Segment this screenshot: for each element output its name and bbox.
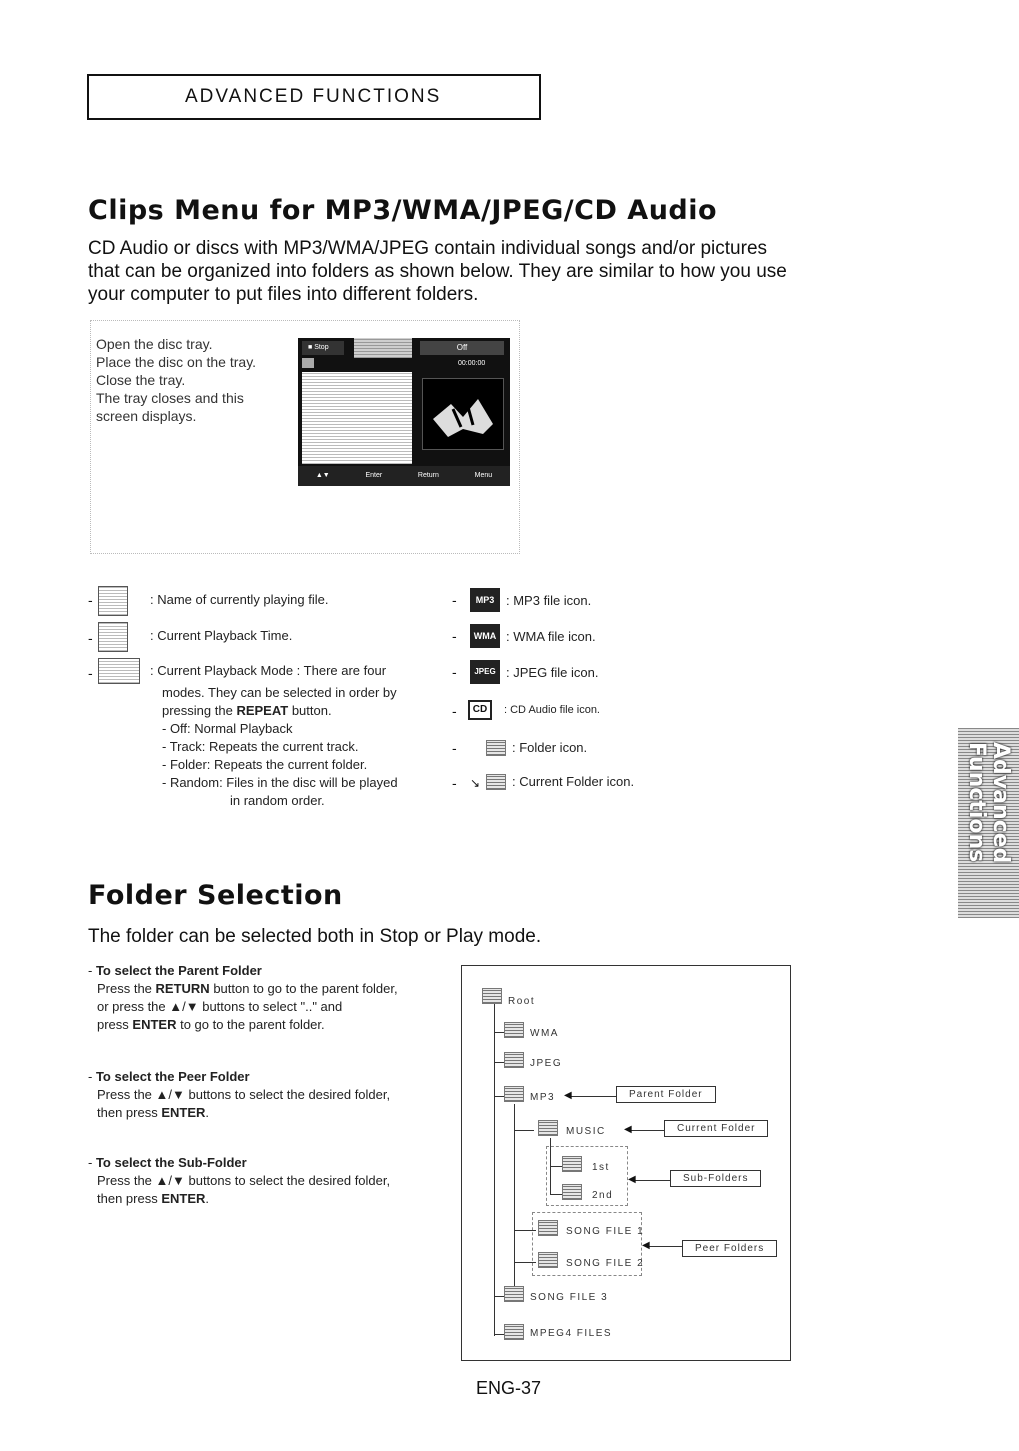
stop-indicator: ■ Stop bbox=[302, 341, 344, 355]
folder-tree-diagram bbox=[461, 965, 791, 1361]
bullet-dash: - bbox=[452, 775, 457, 791]
peer-heading: To select the Peer Folder bbox=[95, 1069, 250, 1084]
callout-arrowhead-icon: ◀ bbox=[642, 1240, 650, 1251]
instr-text: Press the bbox=[97, 981, 156, 996]
filename-area bbox=[354, 338, 412, 358]
legend-wma: : WMA file icon. bbox=[506, 629, 596, 644]
detail-line: modes. They can be selected in order by bbox=[162, 685, 397, 700]
sub-heading: To select the Sub-Folder bbox=[95, 1155, 247, 1170]
tree-line bbox=[514, 1104, 515, 1296]
filename-icon bbox=[98, 586, 128, 616]
playback-mode-box bbox=[420, 341, 504, 355]
callout-arrowhead-icon: ◀ bbox=[628, 1174, 636, 1185]
preview-image-icon bbox=[423, 379, 503, 449]
bullet-dash: - bbox=[452, 740, 457, 756]
playback-time: 00:00:00 bbox=[458, 360, 486, 367]
jpeg-file-icon: JPEG bbox=[470, 660, 500, 684]
section-header-title: ADVANCED FUNCTIONS bbox=[185, 86, 442, 107]
instr-text: then press bbox=[97, 1105, 162, 1120]
screen-bottom-bar bbox=[298, 466, 510, 486]
callout-arrowhead-icon: ◀ bbox=[564, 1090, 572, 1101]
instr-line bbox=[88, 980, 448, 998]
enter-keyword: ENTER bbox=[161, 1105, 206, 1120]
callout-arrow-line bbox=[630, 1130, 664, 1131]
bullet-dash: - bbox=[88, 592, 93, 608]
mode-line: - Track: Repeats the current track. bbox=[162, 739, 359, 754]
instr-heading: - To select the Sub-Folder bbox=[88, 1155, 247, 1170]
tree-line bbox=[550, 1194, 562, 1195]
instr-line: Press the ▲/▼ buttons to select the desired folder, bbox=[97, 1087, 391, 1102]
side-tab bbox=[958, 728, 1019, 918]
peer-folder-instructions bbox=[88, 1068, 448, 1122]
jpeg-preview bbox=[422, 378, 504, 450]
wma-file-icon: WMA bbox=[470, 624, 500, 648]
legend-jpeg: : JPEG file icon. bbox=[506, 665, 599, 680]
second-folder-icon bbox=[562, 1184, 582, 1200]
tree-line bbox=[514, 1262, 536, 1263]
repeat-keyword: REPEAT bbox=[236, 703, 289, 718]
callout-arrow-line bbox=[634, 1180, 670, 1181]
screen-note-line: screen displays. bbox=[96, 408, 197, 424]
first-folder-icon bbox=[562, 1156, 582, 1172]
screen-note-line: The tray closes and this bbox=[96, 390, 244, 406]
tree-wma: WMA bbox=[530, 1028, 559, 1039]
tree-song2: SONG FILE 2 bbox=[566, 1258, 645, 1269]
tree-song3: SONG FILE 3 bbox=[530, 1292, 609, 1303]
callout-current-folder: Current Folder bbox=[664, 1120, 768, 1137]
return-keyword: RETURN bbox=[155, 981, 210, 996]
callout-arrow-line bbox=[648, 1246, 682, 1247]
return-hint: Return bbox=[417, 472, 439, 479]
detail-text: button. bbox=[288, 703, 332, 718]
folder-selection-subtitle: The folder can be selected both in Stop or Play mode. bbox=[88, 926, 542, 947]
tree-song1: SONG FILE 1 bbox=[566, 1226, 645, 1237]
callout-peer-folders: Peer Folders bbox=[682, 1240, 777, 1257]
legend-playback-mode: : Current Playback Mode : There are four bbox=[150, 663, 387, 678]
mp3-file-icon: MP3 bbox=[470, 588, 500, 612]
bullet-dash: - bbox=[88, 665, 93, 681]
mp3-folder-icon bbox=[504, 1086, 524, 1102]
instr-text: . bbox=[205, 1105, 210, 1120]
sub-folder-instructions bbox=[88, 1154, 448, 1208]
instr-line: or press the ▲/▼ buttons to select ".." and bbox=[97, 999, 343, 1014]
tree-mp3: MP3 bbox=[530, 1092, 556, 1103]
jpeg-folder-icon bbox=[504, 1052, 524, 1068]
playback-mode-label: Off bbox=[456, 343, 468, 352]
legend-current-folder: : Current Folder icon. bbox=[512, 774, 635, 789]
stop-label: Stop bbox=[314, 344, 329, 351]
bullet-dash: - bbox=[452, 703, 457, 719]
mode-line: - Folder: Repeats the current folder. bbox=[162, 757, 368, 772]
section-header-box bbox=[87, 74, 541, 120]
song-file-1-icon bbox=[538, 1220, 558, 1236]
legend-cd-audio: : CD Audio file icon. bbox=[504, 704, 600, 716]
current-folder-icon bbox=[486, 774, 506, 790]
bullet-dash: - bbox=[452, 664, 457, 680]
legend-playback-mode-detail bbox=[162, 684, 398, 810]
legend-mp3: : MP3 file icon. bbox=[506, 593, 592, 608]
parent-folder-instructions bbox=[88, 962, 448, 1034]
music-current-folder-icon bbox=[538, 1120, 558, 1136]
screen-note-line: Close the tray. bbox=[96, 372, 186, 388]
tree-line bbox=[550, 1166, 562, 1167]
clips-menu-title: Clips Menu for MP3/WMA/JPEG/CD Audio bbox=[88, 195, 718, 226]
tree-line bbox=[494, 1096, 504, 1097]
subfolders-dashed-box bbox=[546, 1146, 628, 1206]
instr-text: button to go to the parent folder, bbox=[209, 981, 398, 996]
callout-arrow-line bbox=[570, 1096, 616, 1097]
tree-line bbox=[514, 1130, 534, 1131]
screen-note-line: Place the disc on the tray. bbox=[96, 354, 257, 370]
callout-parent-folder: Parent Folder bbox=[616, 1086, 716, 1103]
instr-text: to go to the parent folder. bbox=[176, 1017, 325, 1032]
detail-text: pressing the bbox=[162, 703, 237, 718]
legend-filename: : Name of currently playing file. bbox=[150, 592, 329, 607]
folder-selection-title: Folder Selection bbox=[88, 880, 343, 911]
instr-line: Press the ▲/▼ buttons to select the desired folder, bbox=[97, 1173, 391, 1188]
clips-menu-intro: CD Audio or discs with MP3/WMA/JPEG contain individual songs and/or pictures that can be organized into folders as shown below. They are similar to how you use your computer to put files into different folders. bbox=[88, 238, 787, 305]
tree-mpeg4: MPEG4 FILES bbox=[530, 1328, 613, 1339]
tree-line bbox=[494, 1334, 504, 1335]
current-folder-arrow-icon: ↘ bbox=[470, 776, 481, 790]
parent-heading: To select the Parent Folder bbox=[95, 963, 262, 978]
callout-arrowhead-icon: ◀ bbox=[624, 1124, 632, 1135]
mode-line: in random order. bbox=[230, 793, 325, 808]
mode-line: - Random: Files in the disc will be played bbox=[162, 775, 398, 790]
instr-line bbox=[88, 1190, 448, 1208]
playback-time-icon bbox=[98, 622, 128, 652]
instr-line bbox=[88, 1104, 448, 1122]
bullet-dash: - bbox=[88, 630, 93, 646]
enter-hint: Enter bbox=[365, 472, 383, 479]
side-tab-text bbox=[958, 728, 1019, 918]
tree-line bbox=[494, 1062, 504, 1063]
side-tab-line2: Functions bbox=[964, 742, 990, 863]
tree-jpeg: JPEG bbox=[530, 1058, 563, 1069]
enter-keyword: ENTER bbox=[161, 1191, 206, 1206]
enter-keyword: ENTER bbox=[132, 1017, 177, 1032]
tree-music: MUSIC bbox=[566, 1126, 606, 1137]
song-file-3-icon bbox=[504, 1286, 524, 1302]
folder-icon bbox=[486, 740, 506, 756]
instr-heading: - To select the Parent Folder bbox=[88, 963, 262, 978]
file-list-area bbox=[302, 372, 412, 464]
screen-note bbox=[96, 335, 256, 425]
callout-sub-folders: Sub-Folders bbox=[670, 1170, 761, 1187]
bullet-dash: - bbox=[452, 592, 457, 608]
mode-line: - Off: Normal Playback bbox=[162, 721, 293, 736]
tree-second: 2nd bbox=[592, 1190, 614, 1201]
detail-line bbox=[162, 702, 398, 720]
playback-mode-icon bbox=[98, 658, 140, 684]
cd-audio-file-icon: CD bbox=[468, 700, 492, 720]
legend-playback-time: : Current Playback Time. bbox=[150, 628, 293, 643]
legend-folder: : Folder icon. bbox=[512, 740, 588, 755]
tree-line bbox=[514, 1230, 536, 1231]
screen-note-line: Open the disc tray. bbox=[96, 336, 213, 352]
tree-root: Root bbox=[508, 996, 536, 1007]
tv-screen bbox=[298, 338, 510, 486]
page-number: ENG-37 bbox=[476, 1378, 542, 1398]
instr-text: press bbox=[97, 1017, 133, 1032]
instr-line bbox=[88, 1016, 448, 1034]
tree-line bbox=[494, 1032, 504, 1033]
file-icon bbox=[302, 358, 314, 368]
instr-text: then press bbox=[97, 1191, 162, 1206]
nav-arrows-icon: ▲▼ bbox=[315, 472, 330, 479]
song-file-2-icon bbox=[538, 1252, 558, 1268]
instr-text: . bbox=[205, 1191, 210, 1206]
root-folder-icon bbox=[482, 988, 502, 1004]
tree-line bbox=[494, 1002, 495, 1336]
tree-line bbox=[494, 1296, 504, 1297]
side-tab-line1: Advanced bbox=[988, 742, 1014, 864]
bullet-dash: - bbox=[452, 628, 457, 644]
mpeg4-files-icon bbox=[504, 1324, 524, 1340]
menu-hint: Menu bbox=[474, 472, 493, 479]
instr-heading: - To select the Peer Folder bbox=[88, 1069, 250, 1084]
wma-folder-icon bbox=[504, 1022, 524, 1038]
tree-first: 1st bbox=[592, 1162, 610, 1173]
